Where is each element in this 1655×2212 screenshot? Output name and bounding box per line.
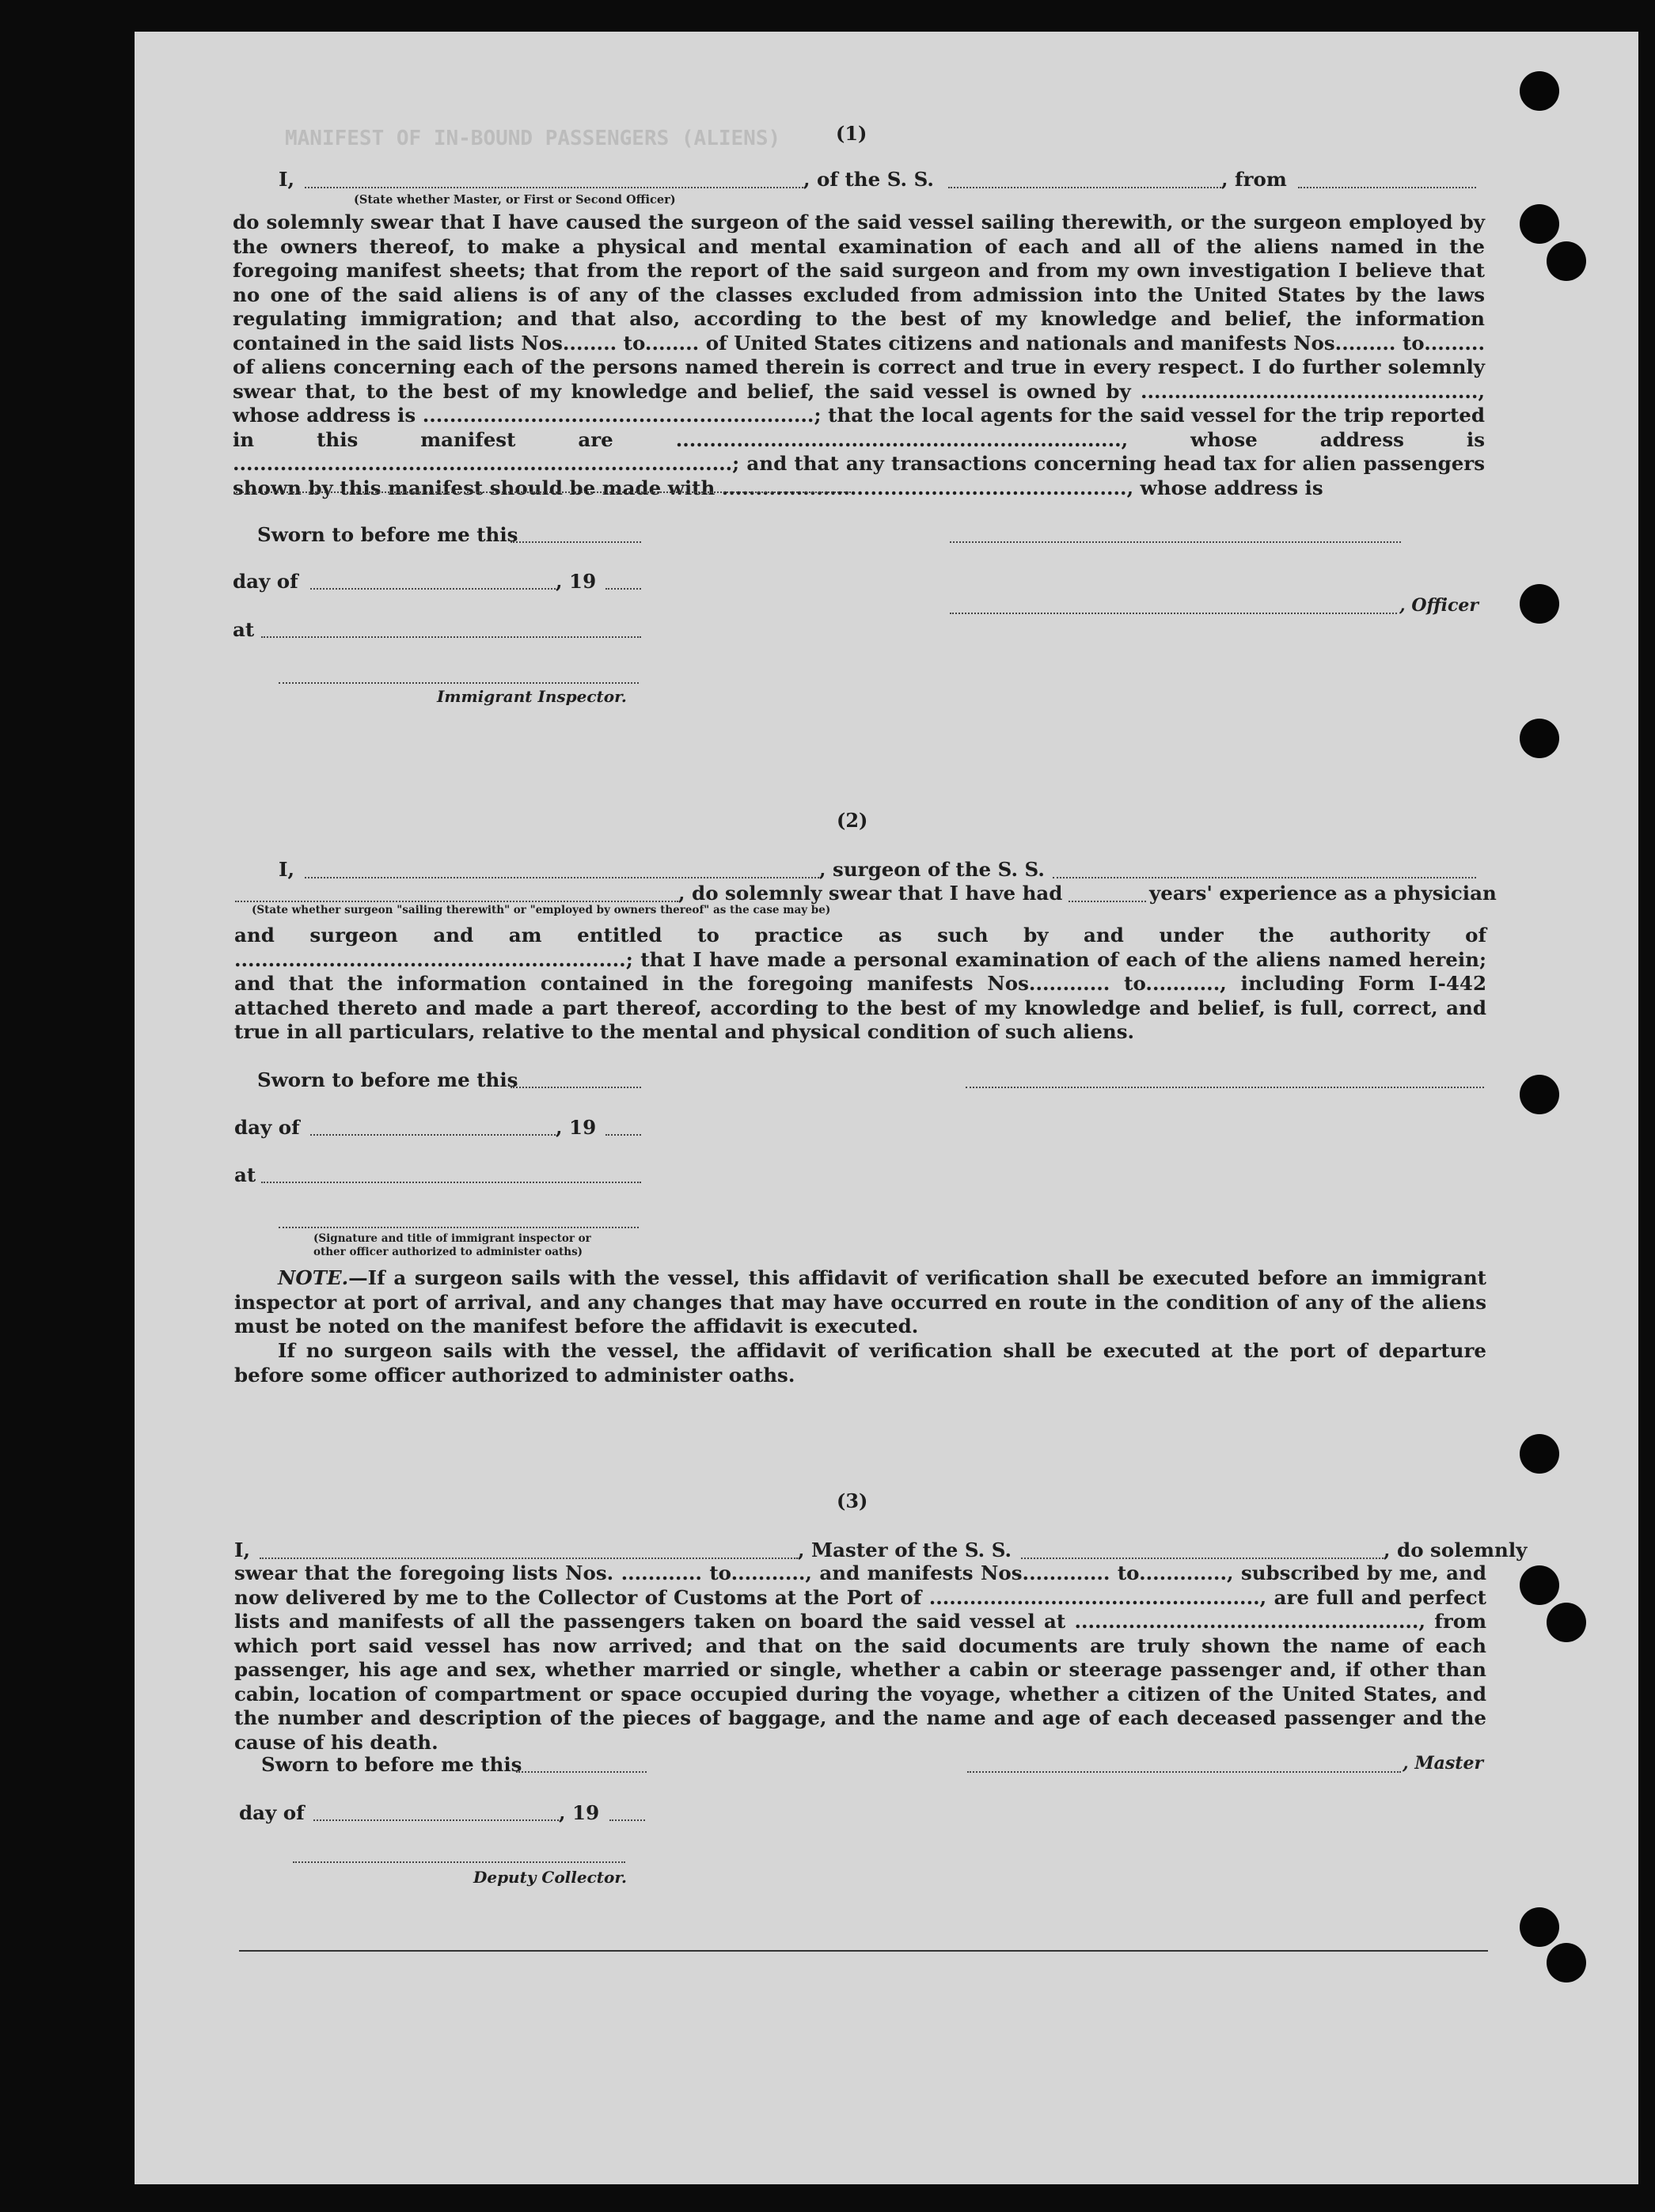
field-agent-address[interactable] bbox=[233, 491, 851, 493]
field-at-2[interactable] bbox=[261, 1182, 641, 1183]
section3-number: (3) bbox=[837, 1489, 868, 1512]
section2-note-2: If no surgeon sails with the vessel, the affidavit of verification shall be executed at the port of departure before some officer authorized to administer oaths. bbox=[234, 1339, 1486, 1387]
section1-sworn: Sworn to before me this bbox=[257, 523, 518, 546]
field-at[interactable] bbox=[261, 636, 641, 638]
section2-surgeon: , surgeon of the S. S. bbox=[819, 858, 1045, 881]
field-sworn-date-2[interactable] bbox=[511, 1087, 641, 1088]
section2-at: at bbox=[234, 1163, 256, 1186]
field-from[interactable] bbox=[1298, 187, 1476, 188]
field-day-of[interactable] bbox=[310, 588, 556, 590]
field-year-3[interactable] bbox=[609, 1819, 645, 1821]
section2-note bbox=[234, 1266, 1486, 1339]
section1-of-ss: , of the S. S. bbox=[803, 168, 934, 191]
section1-number: (1) bbox=[836, 122, 867, 145]
section3-day-of: day of bbox=[239, 1801, 305, 1824]
section3-master-label: , Master bbox=[1403, 1753, 1484, 1774]
field-year[interactable] bbox=[605, 588, 641, 590]
section2-sig-caption-1: (Signature and title of immigrant inspector or bbox=[313, 1232, 591, 1245]
field-inspector-signature[interactable] bbox=[279, 682, 639, 684]
section1-inspector: Immigrant Inspector. bbox=[437, 687, 627, 706]
field-master-signature[interactable] bbox=[967, 1771, 1401, 1773]
section1-subcaption: (State whether Master, or First or Second Officer) bbox=[354, 193, 676, 207]
section3-solemnly: , do solemnly bbox=[1384, 1539, 1528, 1561]
punch-hole bbox=[1520, 1565, 1559, 1605]
field-day-of-3[interactable] bbox=[313, 1819, 559, 1821]
section2-i: I, bbox=[279, 858, 294, 881]
section3-sworn: Sworn to before me this bbox=[261, 1753, 522, 1776]
section2-year: , 19 bbox=[556, 1116, 597, 1139]
field-day-of-2[interactable] bbox=[310, 1134, 556, 1136]
field-collector-signature[interactable] bbox=[293, 1861, 625, 1863]
field-surgeon-status[interactable] bbox=[235, 901, 678, 902]
field-rank[interactable] bbox=[305, 187, 803, 188]
punch-hole bbox=[1547, 241, 1586, 281]
section3-master: , Master of the S. S. bbox=[798, 1539, 1012, 1561]
section2-sig-caption-2: other officer authorized to administer oaths) bbox=[313, 1246, 583, 1258]
section1-at: at bbox=[233, 618, 255, 641]
section3-body: swear that the foregoing lists Nos. ............ to..........., and manifests Nos............. to............., subscribed by me, and now delivered by me to the Collector of Customs at the Port of ................................................., are full and perfect lists and manifests of all the passengers taken on board the said vessel at ..................................................., from which port said vessel has now arrived; and that on the said documents are truly shown the name of each passenger, his age and sex, whether married or single, whether a cabin or steerage passenger and, if other than cabin, location of compartment or space occupied during the voyage, whether a citizen of the United States, and the number and description of the pieces of baggage, and the name and age of each deceased passenger and the cause of his death. bbox=[234, 1561, 1486, 1754]
section3-collector: Deputy Collector. bbox=[473, 1868, 628, 1887]
field-sworn-date[interactable] bbox=[511, 541, 641, 543]
section3-year: , 19 bbox=[559, 1801, 600, 1824]
field-master-vessel[interactable] bbox=[1021, 1558, 1384, 1559]
section2-subcaption: (State whether surgeon "sailing therewith" or "employed by owners thereof" as the case may be) bbox=[252, 904, 831, 916]
section2-sworn: Sworn to before me this bbox=[257, 1068, 518, 1091]
field-years[interactable] bbox=[1069, 901, 1146, 902]
section2-body: and surgeon and am entitled to practice as such by and under the authority of ..........................................................; that I have made a personal examination of each of the aliens named herein; and that the information contained in the foregoing manifests Nos............ to..........., including Form I-442 attached thereto and made a part thereof, according to the best of my knowledge and belief, is full, correct, and true in all particulars, relative to the mental and physical condition of such aliens. bbox=[234, 924, 1486, 1043]
section1-day-of: day of bbox=[233, 570, 298, 593]
bottom-rule bbox=[239, 1950, 1488, 1952]
section1-year: , 19 bbox=[556, 570, 597, 593]
field-officer-signature-2[interactable] bbox=[950, 613, 1397, 614]
section1-body: do solemnly swear that I have caused the surgeon of the said vessel sailing therewith, or the surgeon employed by the owners thereof, to make a physical and mental examination of each and all of the aliens named in the foregoing manifest sheets; that from the report of the said surgeon and from my own investigation I believe that no one of the said aliens is of any of the classes excluded from admission into the United States by the laws regulating immigration; and that also, according to the best of my knowledge and belief, the information contained in the said lists Nos........ to........ of United States citizens and nationals and manifests Nos......... to......... of aliens concerning each of the persons named therein is correct and true in every respect. I do further solemnly swear that, to the best of my knowledge and belief, the said vessel is owned by .................................................., whose address is ..........................................................; that the local agents for the said vessel for the trip reported in this manifest are .................................................................., whose address is ..........................................................................; and that any transactions concerning head tax for alien passengers shown by this manifest should be made with ............................................................, whose address is bbox=[233, 211, 1485, 499]
punch-hole bbox=[1520, 1434, 1559, 1474]
note-text: —If a surgeon sails with the vessel, this affidavit of verification shall be executed before an immigrant inspector at port of arrival, and any changes that may have occurred en route in the condition of any of the aliens must be noted on the manifest before the affidavit is executed. bbox=[234, 1266, 1486, 1337]
punch-hole bbox=[1547, 1603, 1586, 1642]
field-officer-signature-3[interactable] bbox=[966, 1087, 1484, 1088]
punch-hole bbox=[1520, 1907, 1559, 1947]
punch-hole bbox=[1520, 1075, 1559, 1114]
field-surgeon-name[interactable] bbox=[305, 877, 819, 878]
section2-sworn-had: , do solemnly swear that I have had bbox=[678, 882, 1063, 905]
section1-officer: , Officer bbox=[1399, 595, 1479, 616]
field-inspector-signature-2[interactable] bbox=[279, 1227, 639, 1228]
punch-hole bbox=[1547, 1943, 1586, 1982]
punch-hole bbox=[1520, 71, 1559, 111]
field-year-2[interactable] bbox=[605, 1134, 641, 1136]
field-sworn-date-3[interactable] bbox=[516, 1771, 647, 1773]
section2-number: (2) bbox=[837, 809, 868, 832]
punch-hole bbox=[1520, 719, 1559, 758]
section1-i: I, bbox=[279, 168, 294, 191]
field-master-name[interactable] bbox=[260, 1558, 798, 1559]
bleed-through-header: MANIFEST OF IN-BOUND PASSENGERS (ALIENS) bbox=[285, 127, 781, 150]
section2-years: years' experience as a physician bbox=[1149, 882, 1497, 905]
field-surgeon-vessel[interactable] bbox=[1053, 877, 1476, 878]
field-vessel[interactable] bbox=[948, 187, 1221, 188]
field-officer-signature-1[interactable] bbox=[950, 541, 1401, 543]
punch-hole bbox=[1520, 204, 1559, 244]
punch-hole bbox=[1520, 584, 1559, 624]
section2-day-of: day of bbox=[234, 1116, 300, 1139]
section1-from: , from bbox=[1221, 168, 1287, 191]
section3-i: I, bbox=[234, 1539, 250, 1561]
note-label: NOTE. bbox=[278, 1266, 349, 1289]
